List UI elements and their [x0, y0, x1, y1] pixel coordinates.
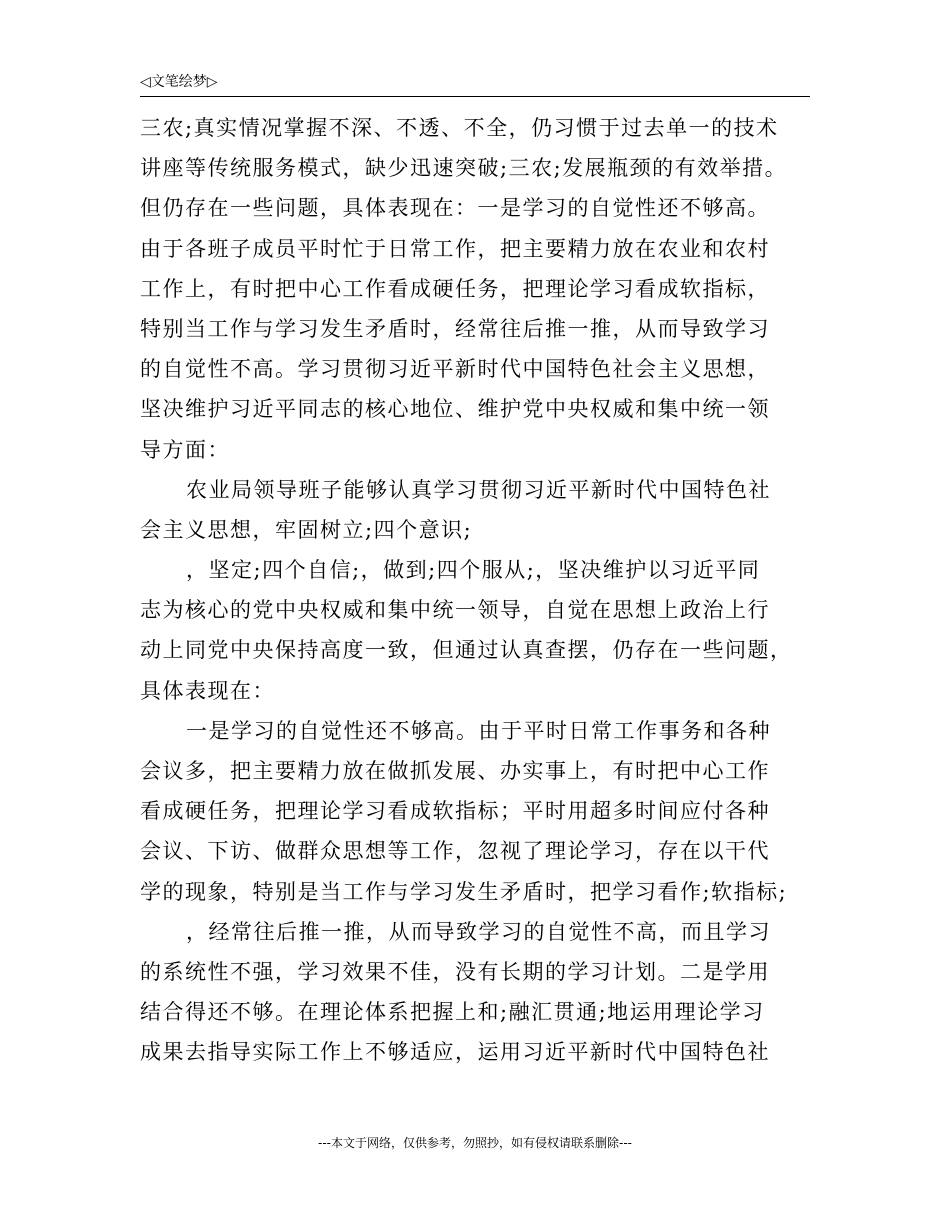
- text-line: ，坚定;四个自信;，做到;四个服从;，坚决维护以习近平同: [186, 558, 761, 583]
- text-line: 三农;真实情况掌握不深、不透、不全，仍习惯于过去单一的技术: [140, 116, 779, 140]
- text-line: 结合得还不够。在理论体系把握上和;融汇贯通;地运用理论学习: [140, 1000, 765, 1025]
- page-header: [140, 70, 810, 97]
- text-line: 一是学习的自觉性还不够高。由于平时日常工作事务和各种: [186, 718, 771, 743]
- text-line: 讲座等传统服务模式，缺少迅速突破;三农;发展瓶颈的有效举措。: [140, 156, 788, 181]
- header-brand-text: ◁文笔绘梦▷: [140, 74, 218, 90]
- text-line: 特别当工作与学习发生矛盾时，经常往后推一推，从而导致学习: [140, 316, 770, 341]
- text-line: 导方面：: [140, 437, 230, 462]
- text-line: 志为核心的党中央权威和集中统一领导，自觉在思想上政治上行: [140, 598, 770, 623]
- text-line: 的自觉性不高。学习贯彻习近平新时代中国特色社会主义思想，: [140, 357, 770, 382]
- text-line: 农业局领导班子能够认真学习贯彻习近平新时代中国特色社: [186, 477, 771, 502]
- text-line: 学的现象，特别是当工作与学习发生矛盾时，把学习看作;软指标;: [140, 879, 788, 904]
- text-line: 由于各班子成员平时忙于日常工作，把主要精力放在农业和农村: [140, 236, 770, 261]
- text-line: 但仍存在一些问题，具体表现在：一是学习的自觉性还不够高。: [140, 196, 770, 221]
- text-line: 的系统性不强，学习效果不佳，没有长期的学习计划。二是学用: [140, 959, 770, 984]
- text-line: 会议、下访、做群众思想等工作，忽视了理论学习，存在以干代: [140, 839, 770, 864]
- text-line: 会主义思想，牢固树立;四个意识;: [140, 517, 473, 542]
- text-line: 具体表现在：: [140, 678, 275, 703]
- text-line: 工作上，有时把中心工作看成硬任务，把理论学习看成软指标，: [140, 276, 770, 301]
- text-line: 动上同党中央保持高度一致，但通过认真查摆，仍存在一些问题，: [140, 638, 793, 663]
- text-line: 看成硬任务，把理论学习看成软指标；平时用超多时间应付各种: [140, 799, 770, 824]
- text-line: 成果去指导实际工作上不够适应，运用习近平新时代中国特色社: [140, 1040, 770, 1065]
- text-line: 会议多，把主要精力放在做抓发展、办实事上，有时把中心工作: [140, 759, 770, 783]
- page-footer-disclaimer: ---本文于网络，仅供参考，勿照抄，如有侵权请联系删除---: [318, 1136, 632, 1150]
- document-body: [140, 108, 820, 1073]
- text-line: ，经常往后推一推，从而导致学习的自觉性不高，而且学习: [186, 919, 771, 944]
- text-line: 坚决维护习近平同志的核心地位、维护党中央权威和集中统一领: [140, 397, 770, 422]
